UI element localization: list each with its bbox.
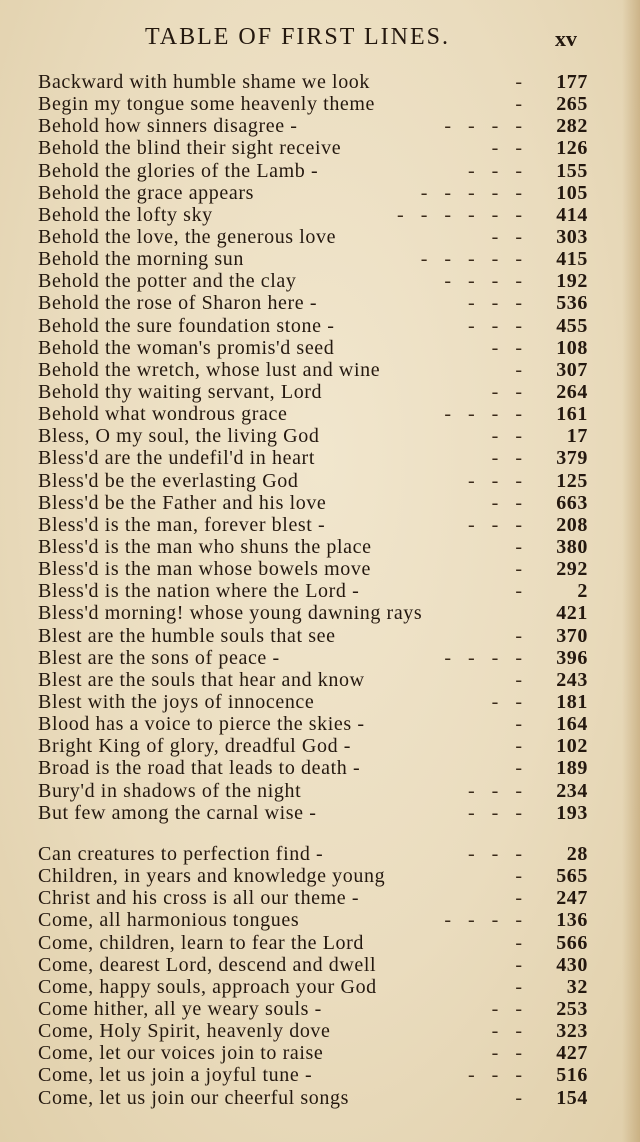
hymn-number: 427	[556, 1042, 588, 1065]
first-line-text: Behold the sure foundation stone -	[38, 314, 335, 337]
first-line-entry	[38, 536, 590, 558]
leader-dashes: -	[515, 735, 528, 758]
first-line-text: Bury'd in shadows of the night	[38, 779, 302, 802]
first-line-entry	[38, 137, 590, 159]
first-line-text: Come, children, learn to fear the Lord	[38, 931, 365, 954]
hymn-number: 323	[556, 1020, 588, 1043]
first-line-entry	[38, 865, 590, 887]
leader-dashes: - -	[491, 336, 528, 359]
first-line-entry	[38, 669, 590, 691]
leader-dashes: -	[515, 358, 528, 381]
first-line-entry	[38, 514, 590, 536]
hymn-number: 380	[556, 535, 588, 558]
first-line-text: Bless'd is the nation where the Lord -	[38, 580, 360, 603]
leader-dashes: -	[515, 713, 528, 736]
leader-dashes: - -	[491, 690, 528, 713]
first-line-entry	[38, 843, 590, 865]
leader-dashes: - - - - - -	[397, 203, 528, 226]
leader-dashes: - - -	[468, 513, 528, 536]
leader-dashes: - -	[491, 380, 528, 403]
first-line-text: Behold the lofty sky	[38, 203, 213, 226]
first-line-entry	[38, 625, 590, 647]
hymn-number: 414	[556, 203, 588, 226]
leader-dashes: - - -	[468, 469, 528, 492]
first-line-text: Come, happy souls, approach your God	[38, 975, 377, 998]
page-header	[0, 24, 640, 54]
leader-dashes: - -	[491, 225, 528, 248]
leader-dashes: - -	[491, 447, 528, 470]
first-lines-section-b	[38, 71, 590, 824]
leader-dashes: -	[515, 865, 528, 888]
first-line-entry	[38, 182, 590, 204]
first-line-entry	[38, 226, 590, 248]
first-line-text: Behold the rose of Sharon here -	[38, 292, 318, 315]
leader-dashes: - - -	[468, 159, 528, 182]
hymn-number: 164	[556, 713, 588, 736]
first-line-entry	[38, 292, 590, 314]
hymn-number: 307	[556, 358, 588, 381]
hymn-number: 17	[566, 425, 588, 448]
hymn-number: 264	[556, 380, 588, 403]
first-line-entry	[38, 932, 590, 954]
leader-dashes: -	[515, 975, 528, 998]
first-line-text: Come hither, all ye weary souls -	[38, 997, 322, 1020]
leader-dashes: -	[515, 624, 528, 647]
first-line-entry	[38, 492, 590, 514]
leader-dashes: -	[515, 535, 528, 558]
hymn-number: 108	[556, 336, 588, 359]
first-line-text: Behold how sinners disagree -	[38, 115, 298, 138]
hymn-number: 193	[556, 801, 588, 824]
first-line-text: Can creatures to perfection find -	[38, 843, 324, 865]
first-line-entry	[38, 447, 590, 469]
first-line-entry	[38, 337, 590, 359]
first-line-text: Come, Holy Spirit, heavenly dove	[38, 1020, 331, 1043]
hymn-number: 177	[556, 71, 588, 93]
first-line-text: Bless'd is the man who shuns the place	[38, 535, 372, 558]
first-line-text: Come, all harmonious tongues	[38, 909, 300, 932]
first-line-text: Blest are the sons of peace -	[38, 646, 280, 669]
first-line-entry	[38, 1064, 590, 1086]
first-line-text: Backward with humble shame we look	[38, 71, 370, 93]
leader-dashes: - -	[491, 1020, 528, 1043]
hymn-number: 536	[556, 292, 588, 315]
first-line-text: But few among the carnal wise -	[38, 801, 317, 824]
first-line-text: Behold the woman's promis'd seed	[38, 336, 335, 359]
hymn-number: 155	[556, 159, 588, 182]
first-line-text: Behold the grace appears	[38, 181, 254, 204]
first-line-entry	[38, 1087, 590, 1109]
hymn-number: 303	[556, 225, 588, 248]
hymn-number: 136	[556, 909, 588, 932]
first-line-text: Christ and his cross is all our theme -	[38, 887, 360, 910]
first-line-entry	[38, 780, 590, 802]
first-line-text: Come, let us join our cheerful songs	[38, 1086, 349, 1109]
hymn-number: 565	[556, 865, 588, 888]
leader-dashes: - - -	[468, 314, 528, 337]
leader-dashes: -	[515, 580, 528, 603]
leader-dashes: - -	[491, 1042, 528, 1065]
leader-dashes: - - -	[468, 1064, 528, 1087]
hymn-number: 125	[556, 469, 588, 492]
leader-dashes: - - - -	[444, 403, 528, 426]
first-line-entry	[38, 470, 590, 492]
leader-dashes: - - - -	[444, 909, 528, 932]
first-line-text: Blest are the souls that hear and know	[38, 668, 365, 691]
leader-dashes: - - -	[468, 843, 528, 865]
first-line-entry	[38, 802, 590, 824]
leader-dashes: -	[515, 931, 528, 954]
hymn-number: 663	[556, 491, 588, 514]
hymn-number: 292	[556, 558, 588, 581]
first-line-text: Behold thy waiting servant, Lord	[38, 380, 323, 403]
first-line-entry	[38, 713, 590, 735]
hymn-number: 126	[556, 137, 588, 160]
leader-dashes: -	[515, 558, 528, 581]
first-line-text: Behold what wondrous grace	[38, 403, 288, 426]
hymn-number: 566	[556, 931, 588, 954]
first-line-text: Bright King of glory, dreadful God -	[38, 735, 352, 758]
hymn-number: 455	[556, 314, 588, 337]
first-line-entry	[38, 315, 590, 337]
first-line-text: Broad is the road that leads to death -	[38, 757, 361, 780]
first-line-text: Blest with the joys of innocence	[38, 690, 315, 713]
leader-dashes: - - - -	[444, 115, 528, 138]
first-line-entry	[38, 425, 590, 447]
leader-dashes: -	[515, 757, 528, 780]
first-line-entry	[38, 887, 590, 909]
hymn-number: 189	[556, 757, 588, 780]
leader-dashes: - -	[491, 997, 528, 1020]
hymn-number: 181	[556, 690, 588, 713]
hymn-number: 370	[556, 624, 588, 647]
first-line-entry	[38, 998, 590, 1020]
leader-dashes: -	[515, 1086, 528, 1109]
first-line-text: Bless'd is the man, forever blest -	[38, 513, 326, 536]
first-line-text: Bless'd is the man whose bowels move	[38, 558, 371, 581]
first-line-text: Behold the wretch, whose lust and wine	[38, 358, 381, 381]
first-line-text: Blest are the humble souls that see	[38, 624, 336, 647]
leader-dashes: - -	[491, 137, 528, 160]
page-number: xv	[555, 26, 577, 51]
leader-dashes: - -	[491, 491, 528, 514]
first-line-entry	[38, 909, 590, 931]
first-lines-section-c	[38, 843, 590, 1109]
first-line-text: Bless'd morning! whose young dawning rays	[38, 602, 423, 625]
hymn-number: 265	[556, 93, 588, 116]
first-line-text: Bless, O my soul, the living God	[38, 425, 320, 448]
first-line-text: Come, dearest Lord, descend and dwell	[38, 953, 377, 976]
first-line-entry	[38, 647, 590, 669]
first-line-entry	[38, 204, 590, 226]
first-line-text: Bless'd be the everlasting God	[38, 469, 299, 492]
leader-dashes: - - -	[468, 292, 528, 315]
hymn-number: 243	[556, 668, 588, 691]
hymn-number: 208	[556, 513, 588, 536]
first-line-text: Behold the glories of the Lamb -	[38, 159, 319, 182]
first-line-entry	[38, 757, 590, 779]
leader-dashes: - - -	[468, 801, 528, 824]
hymn-number: 32	[566, 975, 588, 998]
hymn-number: 154	[556, 1086, 588, 1109]
first-line-text: Bless'd be the Father and his love	[38, 491, 327, 514]
leader-dashes: -	[515, 668, 528, 691]
hymn-number: 247	[556, 887, 588, 910]
first-line-entry	[38, 93, 590, 115]
first-line-entry	[38, 270, 590, 292]
hymn-number: 421	[556, 602, 588, 625]
first-line-text: Come, let us join a joyful tune -	[38, 1064, 313, 1087]
first-line-entry	[38, 160, 590, 182]
hymn-number: 430	[556, 953, 588, 976]
hymn-number: 253	[556, 997, 588, 1020]
first-line-text: Begin my tongue some heavenly theme	[38, 93, 376, 116]
leader-dashes: - - -	[468, 779, 528, 802]
first-line-text: Blood has a voice to pierce the skies -	[38, 713, 365, 736]
hymn-number: 192	[556, 270, 588, 293]
hymn-number: 28	[566, 843, 588, 865]
first-line-text: Bless'd are the undefil'd in heart	[38, 447, 315, 470]
first-line-entry	[38, 1020, 590, 1042]
leader-dashes: -	[515, 93, 528, 116]
hymn-number: 396	[556, 646, 588, 669]
first-line-entry	[38, 976, 590, 998]
first-line-entry	[38, 1042, 590, 1064]
first-line-text: Behold the potter and the clay	[38, 270, 297, 293]
first-line-entry	[38, 381, 590, 403]
first-line-entry	[38, 359, 590, 381]
first-line-text: Behold the love, the generous love	[38, 225, 337, 248]
first-line-entry	[38, 954, 590, 976]
leader-dashes: - - - -	[444, 270, 528, 293]
first-line-entry	[38, 602, 590, 624]
first-line-entry	[38, 248, 590, 270]
first-line-text: Children, in years and knowledge young	[38, 865, 386, 888]
hymn-number: 282	[556, 115, 588, 138]
first-line-text: Come, let our voices join to raise	[38, 1042, 324, 1065]
first-line-entry	[38, 691, 590, 713]
first-line-entry	[38, 115, 590, 137]
hymn-number: 415	[556, 248, 588, 271]
first-line-entry	[38, 71, 590, 93]
hymn-number: 234	[556, 779, 588, 802]
leader-dashes: -	[515, 953, 528, 976]
leader-dashes: - -	[491, 425, 528, 448]
leader-dashes: - - - -	[444, 646, 528, 669]
hymn-number: 105	[556, 181, 588, 204]
hymn-number: 102	[556, 735, 588, 758]
hymn-number: 2	[577, 580, 588, 603]
hymn-number: 161	[556, 403, 588, 426]
hymn-number: 516	[556, 1064, 588, 1087]
hymn-number: 379	[556, 447, 588, 470]
first-line-entry	[38, 558, 590, 580]
first-line-text: Behold the morning sun	[38, 248, 244, 271]
first-line-text: Behold the blind their sight receive	[38, 137, 342, 160]
leader-dashes: - - - - -	[420, 248, 528, 271]
leader-dashes: -	[515, 887, 528, 910]
leader-dashes: - - - - -	[420, 181, 528, 204]
first-line-entry	[38, 403, 590, 425]
leader-dashes: -	[515, 71, 528, 93]
first-line-entry	[38, 735, 590, 757]
page-title: TABLE OF FIRST LINES.	[145, 24, 450, 50]
first-line-entry	[38, 580, 590, 602]
